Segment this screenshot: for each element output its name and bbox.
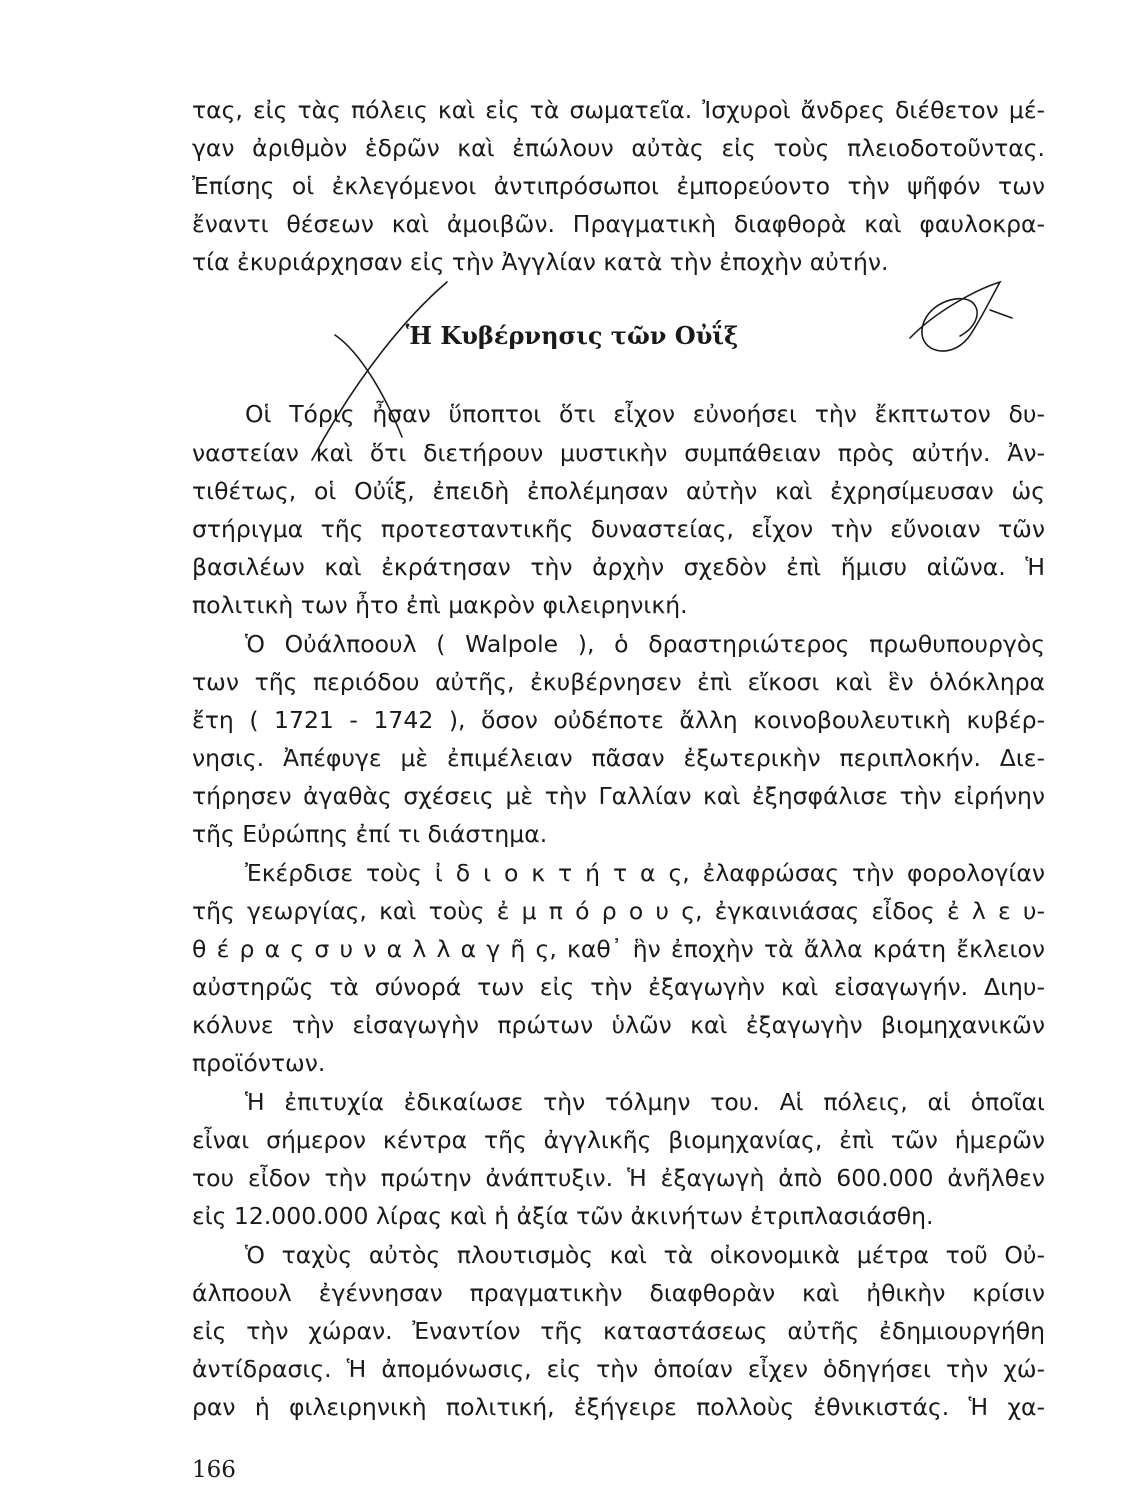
text-line: προϊόντων. bbox=[192, 1049, 326, 1077]
text-line: τία ἐκυριάρχησαν εἰς τὴν Ἀγγλίαν κατὰ τὴν ἐποχὴν αὐτήν. bbox=[192, 248, 889, 276]
text-line: ναστείαν καὶ ὅτι διετήρουν μυστικὴν συμπάθειαν πρὸς αὐτήν. Ἀν- bbox=[192, 439, 1045, 467]
text-line: εἶναι σήμερον κέντρα τῆς ἀγγλικῆς βιομηχανίας, ἐπὶ τῶν ἡμερῶν bbox=[192, 1126, 1045, 1154]
page-number: 166 bbox=[192, 1457, 236, 1483]
text-line: τας, εἰς τὰς πόλεις καὶ εἰς τὰ σωματεῖα. Ἰσχυροὶ ἄνδρες διέθετον μέ- bbox=[192, 96, 1045, 124]
text-line: του εἶδον τὴν πρώτην ἀνάπτυξιν. Ἡ ἐξαγωγὴ ἀπὸ 600.000 ἀνῆλθεν bbox=[192, 1164, 1045, 1192]
text-line: Ὁ Οὐάλποουλ ( Walpole ), ὁ δραστηριώτερος πρωθυπουργὸς bbox=[245, 630, 1045, 658]
text-line: θ έ ρ α ς σ υ ν α λ λ α γ ῆ ς, καθ᾽ ἣν ἐποχὴν τὰ ἄλλα κράτη ἔκλειον bbox=[192, 935, 1045, 963]
text-line: εἰς 12.000.000 λίρας καὶ ἡ ἀξία τῶν ἀκινήτων ἐτριπλασιάσθη. bbox=[192, 1202, 934, 1230]
text-line: Ἡ ἐπιτυχία ἐδικαίωσε τὴν τόλμην του. Αἱ πόλεις, αἱ ὁποῖαι bbox=[245, 1088, 1045, 1116]
text-line: ραν ἡ φιλειρηνικὴ πολιτική, ἐξήγειρε πολλοὺς ἐθνικιστάς. Ἡ χα- bbox=[192, 1393, 1045, 1421]
text-line: ἔτη ( 1721 - 1742 ), ὅσον οὐδέποτε ἄλλη κοινοβουλευτικὴ κυβέρ- bbox=[192, 706, 1045, 734]
text-line: κόλυνε τὴν εἰσαγωγὴν πρώτων ὑλῶν καὶ ἐξαγωγὴν βιομηχανικῶν bbox=[192, 1011, 1045, 1039]
text-line: ἔναντι θέσεων καὶ ἀμοιβῶν. Πραγματικὴ διαφθορὰ καὶ φαυλοκρα- bbox=[192, 210, 1045, 238]
text-line: τῆς γεωργίας, καὶ τοὺς ἐ μ π ό ρ ο υ ς, ἐγκαινιάσας εἶδος ἐ λ ε υ- bbox=[192, 897, 1045, 925]
text-line: γαν ἀριθμὸν ἑδρῶν καὶ ἐπώλουν αὐτὰς εἰς τοὺς πλειοδοτοῦντας. bbox=[192, 134, 1045, 162]
text-line: πολιτικὴ των ἦτο ἐπὶ μακρὸν φιλειρηνική. bbox=[192, 591, 688, 619]
text-line: Οἱ Τόρις ἦσαν ὕποπτοι ὅτι εἶχον εὐνοήσει τὴν ἔκπτωτον δυ- bbox=[245, 400, 1045, 428]
text-line: Ἐπίσης οἱ ἐκλεγόμενοι ἀντιπρόσωποι ἐμπορεύοντο τὴν ψῆφόν των bbox=[192, 172, 1045, 200]
cross-mark-stroke bbox=[312, 282, 447, 460]
section-heading: Ἡ Κυβέρνησις τῶν Οὐΐξ bbox=[405, 321, 739, 350]
text-line: στήριγμα τῆς προτεσταντικῆς δυναστείας, εἶχον τὴν εὔνοιαν τῶν bbox=[192, 515, 1045, 543]
text-line: αὐστηρῶς τὰ σύνορά των εἰς τὴν ἐξαγωγὴν καὶ εἰσαγωγήν. Διηυ- bbox=[192, 973, 1045, 1001]
text-line: εἰς τὴν χώραν. Ἐναντίον τῆς καταστάσεως αὐτῆς ἐδημιουργήθη bbox=[192, 1317, 1045, 1345]
text-line: Ἐκέρδισε τοὺς ἰ δ ι ο κ τ ή τ α ς, ἐλαφρώσας τὴν φορολογίαν bbox=[245, 859, 1045, 887]
text-line: τῆς Εὐρώπης ἐπί τι διάστημα. bbox=[192, 820, 548, 848]
text-line: άλποουλ ἐγέννησαν πραγματικὴν διαφθορὰν καὶ ἠθικὴν κρίσιν bbox=[192, 1279, 1045, 1307]
text-line: Ὁ ταχὺς αὐτὸς πλουτισμὸς καὶ τὰ οἰκονομικὰ μέτρα τοῦ Οὐ- bbox=[245, 1241, 1045, 1269]
text-line: των τῆς περιόδου αὐτῆς, ἐκυβέρνησεν ἐπὶ εἴκοσι καὶ ἓν ὁλόκληρα bbox=[192, 668, 1045, 696]
text-line: νησις. Ἀπέφυγε μὲ ἐπιμέλειαν πᾶσαν ἐξωτερικὴν περιπλοκήν. Διε- bbox=[192, 744, 1045, 772]
check-mark-tail bbox=[990, 310, 1012, 318]
text-line: τιθέτως, οἱ Οὐΐξ, ἐπειδὴ ἐπολέμησαν αὐτὴν καὶ ἐχρησίμευσαν ὡς bbox=[192, 477, 1045, 505]
text-line: τήρησεν ἀγαθὰς σχέσεις μὲ τὴν Γαλλίαν καὶ ἐξησφάλισε τὴν εἰρήνην bbox=[192, 782, 1045, 810]
text-line: ἀντίδρασις. Ἡ ἀπομόνωσις, εἰς τὴν ὁποίαν εἶχεν ὁδηγήσει τὴν χώ- bbox=[192, 1355, 1045, 1383]
text-line: βασιλέων καὶ ἐκράτησαν τὴν ἀρχὴν σχεδὸν ἐπὶ ἥμισυ αἰῶνα. Ἡ bbox=[192, 553, 1045, 581]
